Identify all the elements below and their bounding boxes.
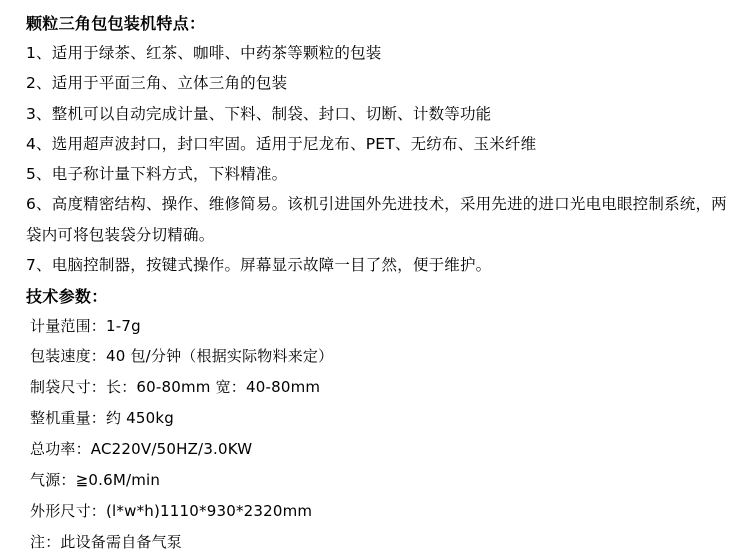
list-item: 2、适用于平面三角、立体三角的包装 (26, 74, 288, 93)
list-item: 制袋尺寸：长：60-80mm 宽：40-80mm (30, 378, 321, 397)
specs-list (26, 311, 736, 558)
features-list (26, 38, 736, 280)
list-item: 计量范围：1-7g (30, 316, 141, 335)
features-heading: 颗粒三角包包装机特点： (26, 14, 206, 33)
list-item: 包装速度：40 包/分钟（根据实际物料来定） (30, 347, 334, 366)
list-item: 5、电子称计量下料方式，下料精准。 (26, 165, 288, 184)
list-item: 6、高度精密结构、操作、维修简易。该机引进国外先进技术，采用先进的进口光电电眼控制系统，两袋内可将包装袋分切精确。 (26, 195, 727, 244)
list-item: 4、选用超声波封口，封口牢固。适用于尼龙布、PET、无纺布、玉米纤维 (26, 134, 537, 153)
list-item: 整机重量：约 450kg (30, 409, 175, 428)
specs-heading: 技术参数： (26, 286, 108, 306)
list-item: 7、电脑控制器，按键式操作。屏幕显示故障一目了然，便于维护。 (26, 255, 492, 274)
list-item: 注：此设备需自备气泵 (30, 532, 183, 551)
list-item: 外形尺寸：(l*w*h)1110*930*2320mm (30, 501, 313, 520)
list-item: 总功率：AC220V/50HZ/3.0KW (30, 440, 253, 459)
list-item: 3、整机可以自动完成计量、下料、制袋、封口、切断、计数等功能 (26, 104, 492, 123)
list-item: 1、适用于绿茶、红茶、咖啡、中药茶等颗粒的包装 (26, 44, 382, 63)
list-item: 气源：≧0.6M/min (30, 470, 161, 489)
